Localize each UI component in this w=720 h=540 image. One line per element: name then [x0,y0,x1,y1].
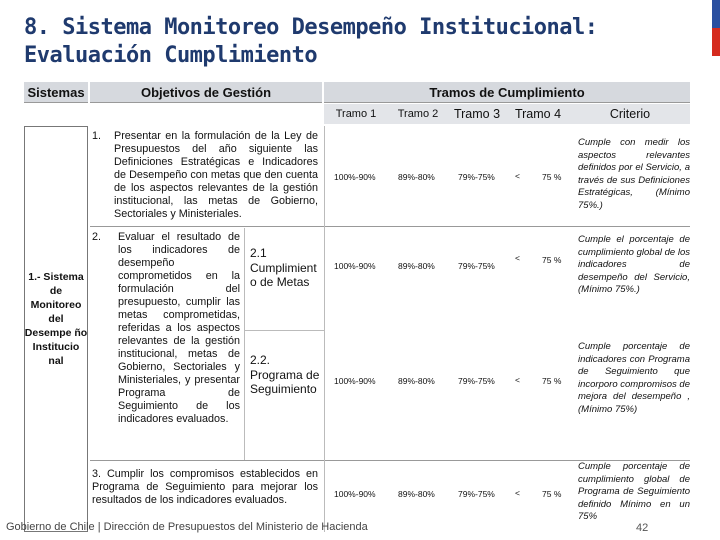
header-tramos: Tramos de Cumplimiento [324,82,690,103]
objective-3 [92,468,318,507]
row1-tramo1: 100%-90% [334,172,376,182]
row3-tramo1: 100%-90% [334,376,376,386]
row1-tramo4: 75 % [542,172,562,182]
row4-criterio: Cumple porcentaje de cumplimiento global de Programa de Seguimiento definido Mínimo en un 75% [578,461,690,522]
column-divider [324,126,325,532]
row1-criterio: Cumple con medir los aspectos relevantes definidos por el Servicio, a través de sus Definiciones Estratégicas, (Mínimo 75%.) [578,137,690,211]
chile-flag-stripe [712,0,720,56]
page-number: 42 [636,522,649,534]
objective-1-number: 1. [92,130,102,142]
row3-less-than: < [515,375,520,385]
subheader-tramo2: Tramo 2 [388,104,449,124]
row4-less-than: < [515,488,520,498]
row3-criterio: Cumple porcentaje de indicadores con Programa de Seguimiento que incorporo compromisos de mejora del desempeño , (Mínimo 75%) [578,341,690,415]
subheader-tramo1: Tramo 1 [324,104,389,124]
subheader-tramo3: Tramo 3 [448,104,507,124]
row2-tramo1: 100%-90% [334,261,376,271]
objective-2-text: Evaluar el resultado de los indicadores de desempeño comprometidos en la formulación del presupuesto, cumplir las metas comprometidas, referidas a los aspectos relevantes de la gestión institucional, metas de Gobierno, Sectoriales y Ministeriales, y presentar Programa de Seguimiento de los indicadores evaluados. [118,231,240,425]
system-label: 1.- Sistema de Monitoreo del Desempe ño Institucio nal [24,271,88,367]
header-objetivos: Objetivos de Gestión [90,82,322,103]
row2-tramo4: 75 % [542,255,562,265]
objective-2 [92,231,240,426]
objective-3-text: 3. Cumplir los compromisos establecidos en Programa de Seguimiento para mejorar los resultados de los indicadores evaluados. [92,468,318,506]
subheader-tramo4: Tramo 4 [506,104,571,124]
column-divider [244,228,245,460]
row2-criterio: Cumple el porcentaje de cumplimiento global de los indicadores de desempeño del Servicio, (Mínimo 75%.) [578,234,690,295]
row1-less-than: < [515,171,520,181]
row3-tramo3: 79%-75% [458,376,495,386]
row2-tramo3: 79%-75% [458,261,495,271]
title-line-1: 8. Sistema Monitoreo Desempeño Institucional: [24,15,598,40]
row-divider [90,226,690,227]
row4-tramo3: 79%-75% [458,489,495,499]
objective-1 [92,130,318,221]
title-line-2: Evaluación Cumplimiento [24,43,318,68]
subheader-criterio: Criterio [570,104,691,124]
objective-1-text: Presentar en la formulación de la Ley de Presupuestos del año siguiente las Definiciones Estratégicas e Indicadores de Desempeño con metas que den cuenta de los aspectos relevantes de la gestión institucional, las metas de Gobierno, Sectoriales y Ministeriales. [114,130,318,220]
row4-tramo1: 100%-90% [334,489,376,499]
subrow-divider [244,330,324,331]
row4-tramo2: 89%-80% [398,489,435,499]
footer-text: Gobierno de Chile | Dirección de Presupuestos del Ministerio de Hacienda [6,521,368,533]
objective-2-1-label: 2.1 Cumplimient o de Metas [250,246,317,289]
row3-tramo4: 75 % [542,376,562,386]
row4-tramo4: 75 % [542,489,562,499]
row2-tramo2: 89%-80% [398,261,435,271]
row1-tramo2: 89%-80% [398,172,435,182]
objective-2-2-label: 2.2. Programa de Seguimiento [250,353,320,396]
objective-2-number: 2. [92,231,102,243]
row2-less-than: < [515,253,520,263]
row1-tramo3: 79%-75% [458,172,495,182]
row3-tramo2: 89%-80% [398,376,435,386]
header-sistemas: Sistemas [24,82,88,103]
slide-title [24,14,674,70]
